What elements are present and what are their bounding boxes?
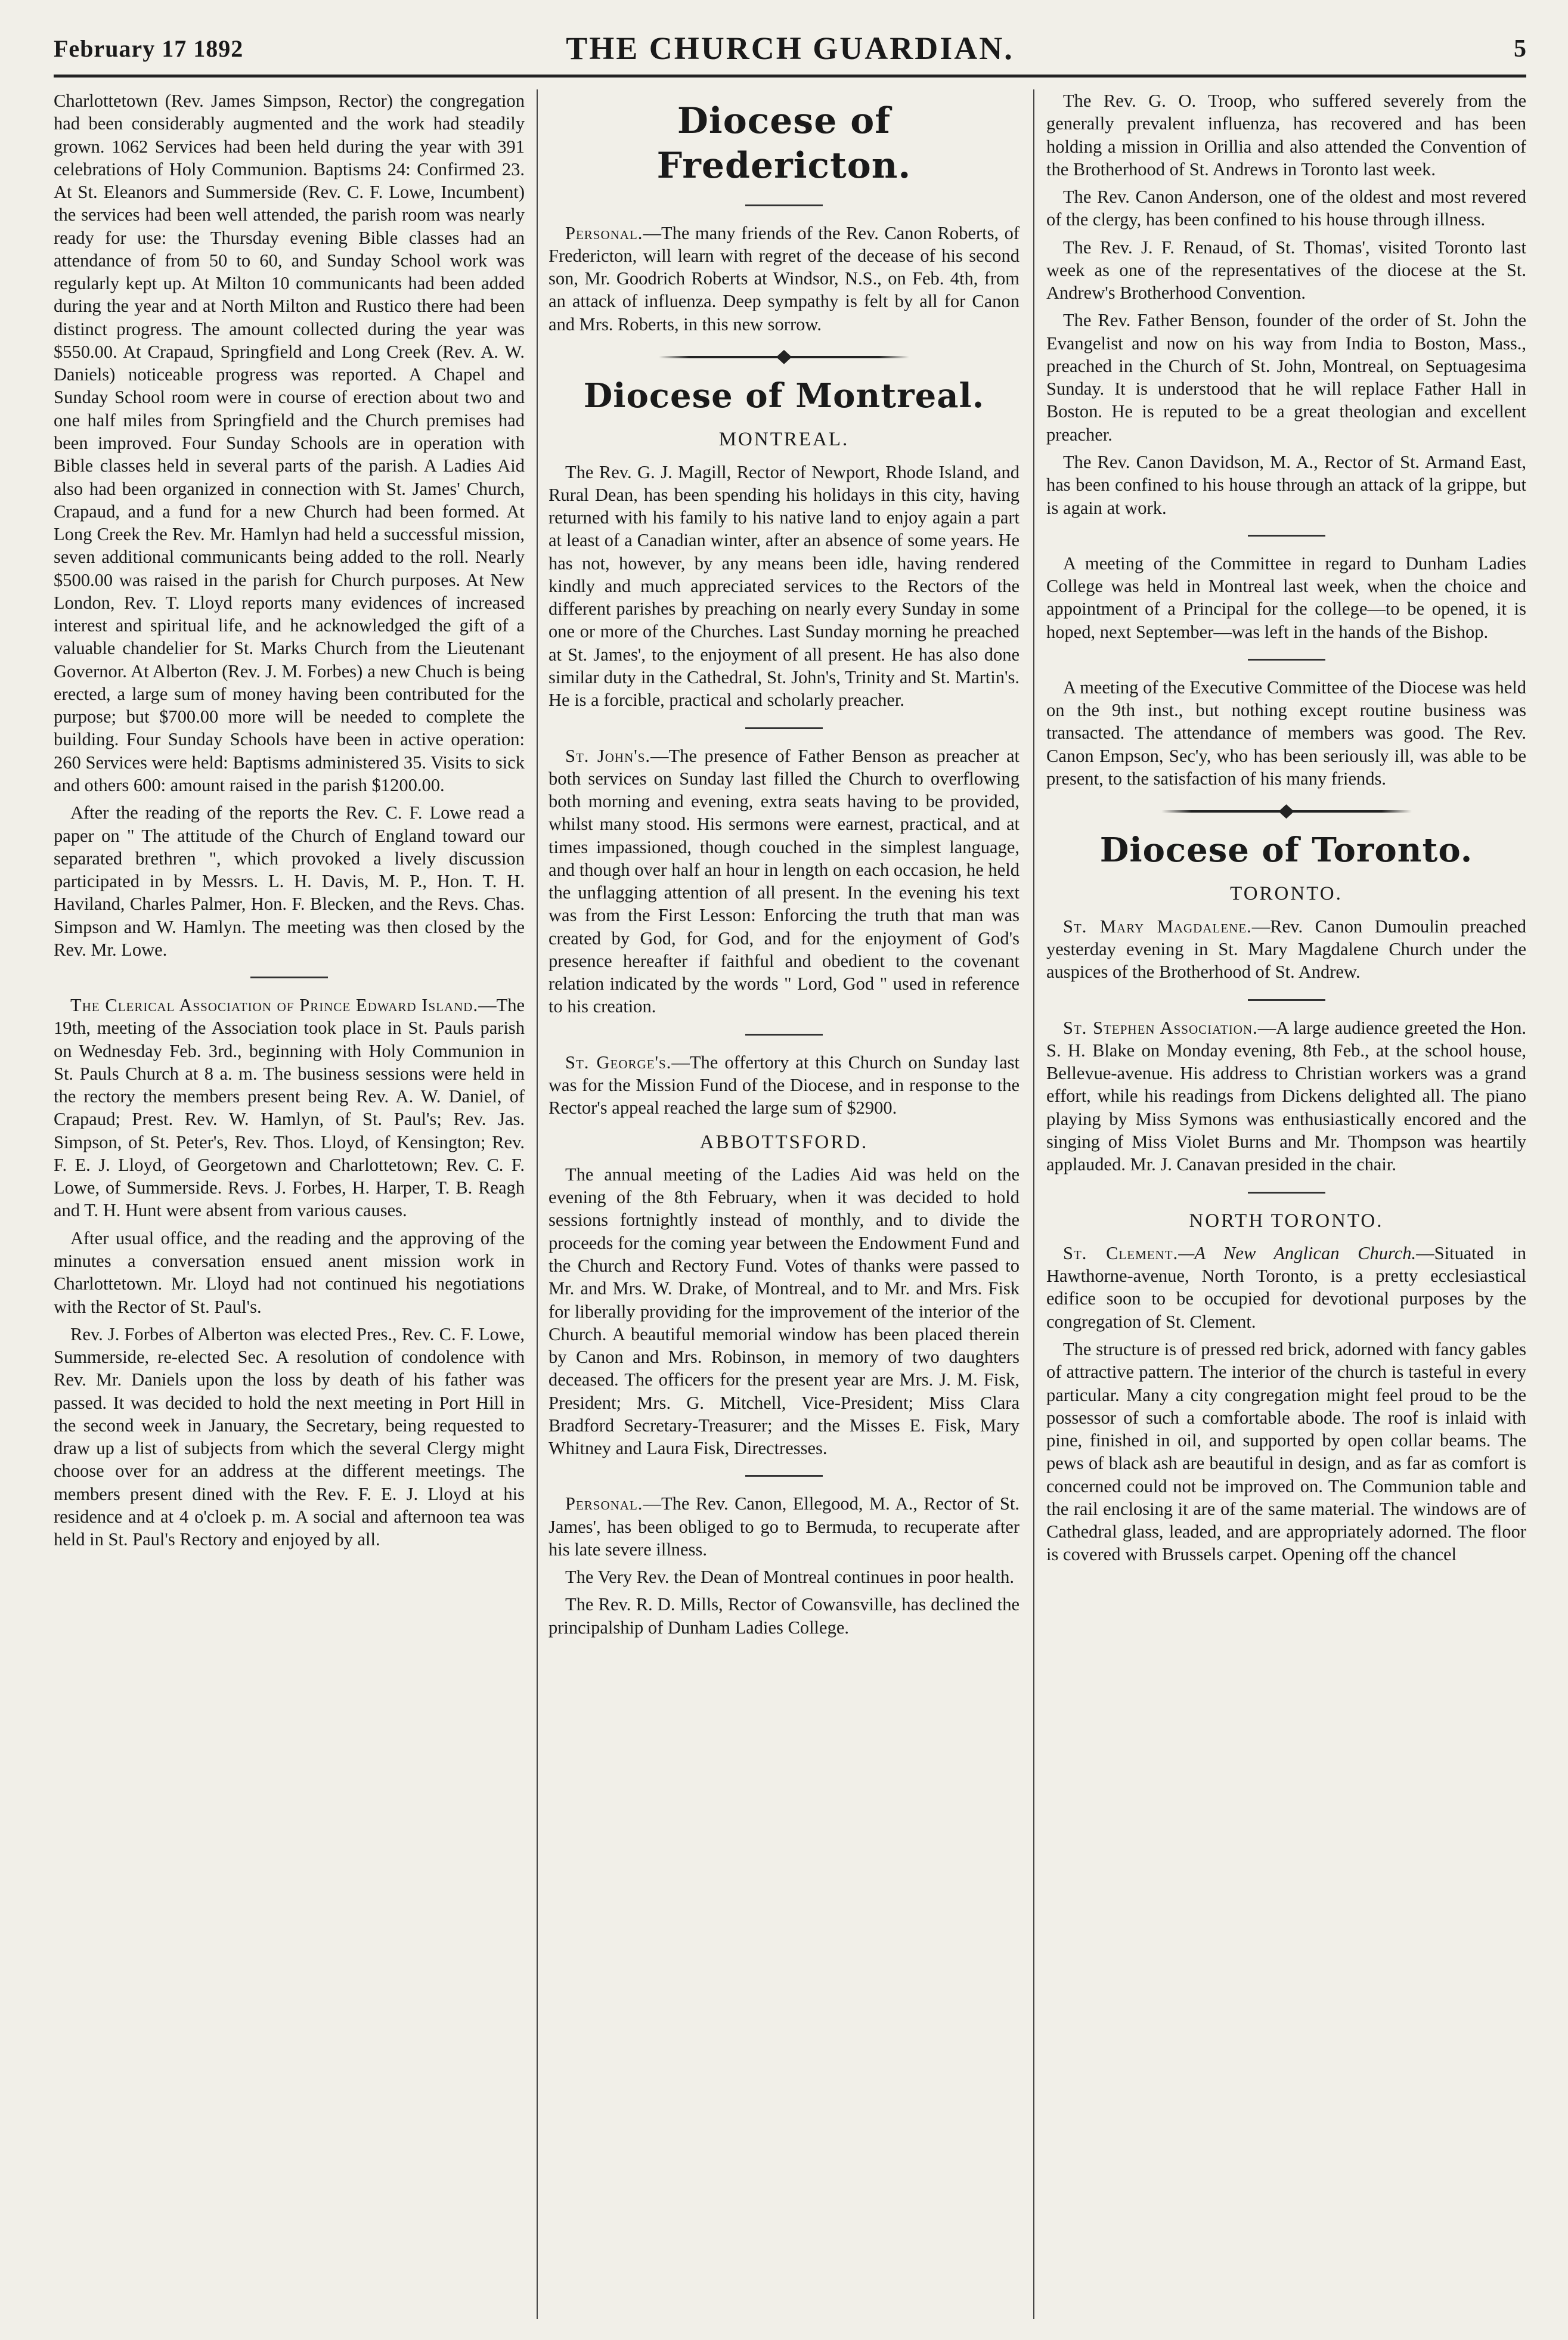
paragraph [1046, 915, 1526, 984]
paragraph-body: —Situated in Hawthorne-avenue, North Toronto, is a pretty ecclesiastical edifice soon to be occupied for devotional purposes by the congregation of St. Clement. [1046, 1242, 1526, 1332]
paragraph: The annual meeting of the Ladies Aid was held on the evening of the 8th February, when it was decided to hold sessions fortnightly instead of monthly, and to divide the proceeds for the coming year between the Endowment Fund and the Church and Rectory Fund. Votes of thanks were passed to Mr. and Mrs. W. Drake, of Montreal, and to Mr. and Mrs. Fisk for liberally providing for the improvement of the interior of the Church. A beautiful memorial window has been placed therein by Canon and Mrs. Robinson, in memory of two daughters deceased. The officers for the present year are Mrs. J. M. Fisk, President; Mrs. G. Mitchell, Vice-President; Miss Clara Bradford Secretary-Treasurer; and the Misses E. Fisk, Mary Whitney and Laura Fisk, Directresses. [549, 1164, 1019, 1459]
ornamental-rule [659, 350, 909, 364]
column-1 [54, 89, 525, 2319]
separator-rule [1248, 535, 1325, 537]
paragraph-lead: St. George's. [565, 1052, 672, 1073]
paragraph: The structure is of pressed red brick, adorned with fancy gables of attractive pattern. The interior of the church is tasteful in every particular. Many a city congregation might feel proud to be the possessor of such a comfortable abode. The roof is inlaid with pine, finished in oil, and supported by open collar beams. The pews of black ash are beautiful in design, and as far as comfort is concerned could not be improved on. The Communion table and the rail enclosing it are of the same material. The windows are of Cathedral glass, leaded, and are appropriately adorned. The floor is covered with Brussels carpet. Opening off the chancel [1046, 1338, 1526, 1565]
paragraph: Charlottetown (Rev. James Simpson, Rector) the congregation had been considerably augmented and the work had steadily grown. 1062 Services had been held during the year with 391 celebrations of Holy Communion. Baptisms 24: Confirmed 23. At St. Eleanors and Summerside (Rev. C. F. Lowe, Incumbent) the services had been well attended, the parish room was nearly ready for use: the Thursday evening Bible classes had an attendance of from 50 to 60, and Sunday School work was regularly kept up. At Milton 10 communicants had been added during the year and at North Milton and Rustico there had been distinct progress. The amount collected during the year was $550.00. At Crapaud, Springfield and Long Creek (Rev. A. W. Daniels) noticeable progress was reported. A Chapel and Sunday School room were in course of erection about two and one half miles from Springfield and the Church premises had been improved. Four Sunday Schools are in operation with Bible classes held in several parts of the parish. A Ladies Aid also had been organized in connection with St. James' Church, Crapaud, and a fund for a new Church had been formed. At Long Creek the Rev. Mr. Hamlyn had held a successful mission, seven additional communicants being added to the roll. Nearly $500.00 was raised in the parish for Church purposes. At New London, Rev. T. Lloyd reports many evidences of increased interest and spiritual life, and he acknowledged the gift of a valuable chandelier for St. Marks Church from the Lieutenant Governor. At Alberton (Rev. J. M. Forbes) a new Chuch is being erected, a large sum of money having been contributed for the purpose; but $700.00 more will be needed to complete the building. Four Sunday Schools have been in active operation: 260 Services were held: Baptisms administered 35. Visits to sick and others 600: amount raised in the parish $1200.00. [54, 91, 525, 795]
paragraph [549, 1051, 1019, 1120]
paragraph: The Rev. R. D. Mills, Rector of Cowansville, has declined the principalship of Dunham Ladies College. [549, 1594, 1019, 1638]
separator-rule [745, 1034, 823, 1036]
paragraph-body: —A large audience greeted the Hon. S. H. Blake on Monday evening, 8th Feb., at the school house, Bellevue-avenue. His address to Christian workers was a grand effort, while his readings from Dickens delighted all. The piano playing by Miss Symons was enthusiastically encored and the singing of Miss Violet Burns and Mr. Thompson was heartily applauded. Mr. J. Canavan presided in the chair. [1046, 1017, 1526, 1175]
paragraph: The Rev. J. F. Renaud, of St. Thomas', visited Toronto last week as one of the representatives of the diocese at the St. Andrew's Brotherhood Convention. [1046, 237, 1526, 303]
paragraph: A meeting of the Committee in regard to Dunham Ladies College was held in Montreal last week, when the choice and appointment of a Principal for the college—to be opened, it is hoped, next September—was left in the hands of the Bishop. [1046, 553, 1526, 642]
separator-rule [1248, 659, 1325, 661]
paragraph: The Rev. Father Benson, founder of the order of St. John the Evangelist and now on his way from India to Boston, Mass., preached in the Church of St. John, Montreal, on Septuagesima Sunday. It is understood that he will replace Father Hall in Boston. He is reputed to be a great theologian and excellent preacher. [1046, 310, 1526, 445]
separator-rule [745, 727, 823, 729]
paragraph [1046, 1242, 1526, 1333]
paragraph: The Rev. G. J. Magill, Rector of Newport, Rhode Island, and Rural Dean, has been spending his holidays in this city, having returned with his family to his native land to enjoy again a part at least of a Canadian winter, after an absence of some years. He has not, however, by any means been idle, having rendered kindly and much appreciated services to the Rectors of the different parishes by preaching on nearly every Sunday in some one or more of the Churches. Last Sunday morning he preached at St. James', to the enjoyment of all present. He has also done similar duty in the Cathedral, St. John's, Trinity and St. Martin's. He is a forcible, practical and scholarly preacher. [549, 461, 1019, 711]
paragraph-lead: St. Clement. [1063, 1242, 1179, 1263]
section-heading-montreal: MONTREAL. [718, 429, 850, 451]
paragraph [1046, 1016, 1526, 1176]
column-divider [537, 89, 538, 2319]
diocese-heading-montreal: Diocese of Montreal. [583, 376, 985, 416]
paragraph: After the reading of the reports the Rev. C. F. Lowe read a paper on " The attitude of the Church of England toward our separated brethren ", which provoked a lively discussion participated in by Messrs. L. H. Davis, M. P., Hon. T. H. Haviland, Charles Palmer, Hon. F. Blecken, and the Revs. Chas. Simpson and W. Hamlyn. The meeting was then closed by the Rev. Mr. Lowe. [54, 802, 525, 960]
paragraph: The Very Rev. the Dean of Montreal continues in poor health. [565, 1567, 1014, 1588]
separator-rule [250, 977, 328, 978]
diocese-heading-toronto: Diocese of Toronto. [1099, 830, 1473, 870]
diocese-heading-fredericton: Diocese of Fredericton. [656, 100, 912, 187]
paragraph [54, 994, 525, 1222]
paragraph-lead: St. Stephen Association. [1063, 1017, 1258, 1038]
paragraph-body: —The many friends of the Rev. Canon Roberts, of Fredericton, will learn with regret of the decease of his second son, Mr. Goodrich Roberts at Windsor, N.S., on Feb. 4th, from an attack of influenza. Deep sympathy is felt by all for Canon and Mrs. Roberts, in this new sorrow. [549, 222, 1019, 334]
paragraph [549, 1492, 1019, 1561]
paragraph-lead: The Clerical Association of Prince Edward Island. [70, 995, 479, 1016]
issue-date: February 17 1892 [54, 35, 244, 62]
section-heading-toronto: TORONTO. [1230, 883, 1343, 905]
paragraph: Rev. J. Forbes of Alberton was elected Pres., Rev. C. F. Lowe, Summerside, re-elected Sec. A resolution of condolence with Rev. Mr. Daniels upon the loss by death of his father was passed. It was decided to hold the next meeting in Port Hill in the second week in January, the Secretary, being requested to draw up a list of subjects from which the several Clergy might choose over for an address at the different meetings. The members present dined with the Rev. F. E. J. Lloyd at his residence and at 4 o'cloek p. m. A social and afternoon tea was held in St. Paul's Rectory and enjoyed by all. [54, 1324, 525, 1550]
paragraph: The Rev. Canon Anderson, one of the oldest and most revered of the clergy, has been confined to his house through illness. [1046, 187, 1526, 230]
paragraph-lead: Personal. [565, 222, 643, 243]
section-heading-abbottsford: ABBOTTSFORD. [699, 1131, 869, 1153]
paragraph-italic: —A New Anglican Church. [1178, 1242, 1417, 1263]
paragraph: The Rev. Canon Davidson, M. A., Rector of St. Armand East, has been confined to his house through an attack of la grippe, but is again at work. [1046, 451, 1526, 518]
article-columns [54, 89, 1526, 2319]
newspaper-title: THE CHURCH GUARDIAN. [566, 30, 1014, 66]
separator-rule [745, 204, 823, 206]
paragraph-body: —Rev. Canon Dumoulin preached yesterday evening in St. Mary Magdalene Church under the auspices of the Brotherhood of St. Andrew. [1046, 916, 1526, 983]
paragraph: After usual office, and the reading and the approving of the minutes a conversation ensued anent mission work in Charlottetown. Mr. Lloyd had not continued his negotiations with the Rector of St. Paul's. [54, 1228, 525, 1317]
paragraph-body: —The offertory at this Church on Sunday last was for the Mission Fund of the Diocese, and in response to the Rector's appeal reached the large sum of $2900. [549, 1052, 1019, 1118]
column-3 [1046, 89, 1526, 2319]
paragraph [549, 222, 1019, 336]
column-2 [549, 89, 1019, 2319]
paragraph-body: —The Rev. Canon, Ellegood, M. A., Rector of St. James', has been obliged to go to Bermuda, to recuperate after his late severe illness. [549, 1493, 1019, 1560]
newspaper-page [54, 24, 1526, 2319]
separator-rule [1248, 1192, 1325, 1194]
masthead [54, 24, 1526, 78]
paragraph-body: —The presence of Father Benson as preacher at both services on Sunday last filled the Church to overflowing both morning and evening, extra seats having to be provided, whilst many stood. His sermons were earnest, practical, and at times impassioned, though couched in the simplest language, and though over half an hour in length on each occasion, he held the unflagging attention of all present. In the evening his text was from the First Lesson: Enforcing the truth that man was created by God, for God, and for the enjoyment of God's presence hereafter if faithful and obedient to the covenant relation indicated by the words " Lord, God " used in reference to his creation. [549, 745, 1019, 1017]
paragraph-lead: St. John's. [565, 745, 651, 766]
paragraph-lead: Personal. [565, 1493, 643, 1514]
separator-rule [1248, 999, 1325, 1001]
page-number: 5 [1514, 35, 1526, 63]
paragraph: The Rev. G. O. Troop, who suffered severely from the generally prevalent influenza, has recovered and has been holding a mission in Orillia and also attended the Convention of the Brotherhood of St. Andrews in Toronto last week. [1046, 91, 1526, 179]
section-heading-north-toronto: NORTH TORONTO. [1189, 1210, 1384, 1232]
paragraph-lead: St. Mary Magdalene. [1063, 916, 1252, 937]
paragraph-body: —The 19th, meeting of the Association took place in St. Pauls parish on Wednesday Feb. 3rd., beginning with Holy Communion in St. Pauls Church at 8 a. m. The business sessions were held in the rectory the members present being Rev. A. W. Daniel, of Crapaud; Prest. Rev. W. Hamlyn, of St. Paul's; Rev. Jas. Simpson, of St. Peter's, Rev. Thos. Lloyd, of Kensington; Rev. F. E. J. Lloyd, of Georgetown and Charlottetown; Rev. C. F. Lowe, of Summerside. Revs. J. Forbes, H. Harper, T. B. Reagh and T. H. Hunt were absent from various causes. [54, 995, 525, 1221]
paragraph [549, 745, 1019, 1018]
separator-rule [745, 1475, 823, 1477]
paragraph: A meeting of the Executive Committee of the Diocese was held on the 9th inst., but nothing except routine business was transacted. The attendance of members was good. The Rev. Canon Empson, Sec'y, who has been seriously ill, was able to be present, to the satisfaction of his many friends. [1046, 677, 1526, 789]
column-divider [1033, 89, 1034, 2319]
ornamental-rule [1161, 804, 1412, 819]
